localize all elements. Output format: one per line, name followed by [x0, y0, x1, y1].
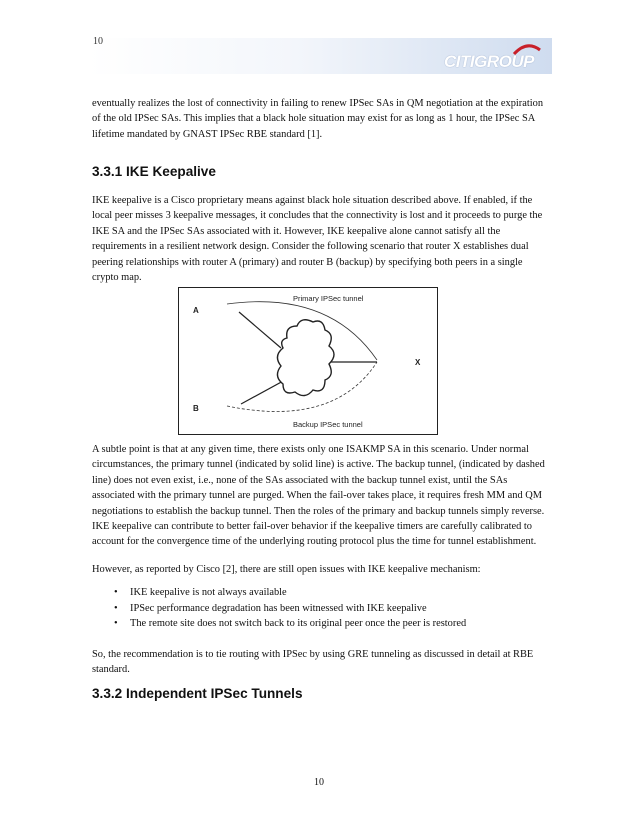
backup-tunnel-label: Backup IPSec tunnel	[293, 420, 363, 429]
heading-independent-ipsec-tunnels: 3.3.2 Independent IPSec Tunnels	[92, 686, 303, 701]
intro-paragraph: eventually realizes the lost of connectivity in failing to renew IPSec SAs in QM negotiation at the expiration of the old IPSec SAs. This implies that a black hole situation may exist for as long as 1 hour, the IPSec SA lifetime mandated by GNAST IPSec RBE standard [1].	[92, 98, 544, 140]
heading-ike-keepalive: 3.3.1 IKE Keepalive	[92, 164, 216, 179]
citigroup-logo: CITIGROUP	[444, 52, 534, 71]
list-item: • The remote site does not switch back to its original peer once the peer is restored	[92, 616, 466, 632]
ike-keepalive-paragraph: IKE keepalive is a Cisco proprietary means against black hole situation described above. If enabled, if the local peer misses 3 keepalive messages, it concludes that the connectivity is lost and it proceeds to purge the IKE SA and the IPSec SAs associated with it. However, IKE keepalive alone cannot satisfy all the requirements in a resilient network design. Consider the following scenario that router X establishes dual peering relationships with router A (primary) and router B (backup) by specifying both peers in a single crypto map.	[92, 195, 543, 284]
link-a-cloud	[239, 312, 281, 348]
subtle-point-paragraph: A subtle point is that at any given time, there exists only one ISAKMP SA in this scenario. Under normal circumstances, the primary tunnel (indicated by solid line) is active. The backup tunnel, (indicated by dashed line) does not even exist, i.e., none of the SAs associated with the backup tunnel exist, until the SAs associated with the primary tunnel are purged. When the fail-over takes place, it requires fresh MM and QM negotiations to establish the backup tunnel. Then the roles of the primary and backup tunnels simply reverse. IKE keepalive can contribute to better fail-over behavior if the keepalive timers are carefully calibrated to account for the convergence time of the underlying routing protocol plus the time for tunnel establishment.	[92, 444, 545, 548]
header-page-number: 10	[93, 36, 103, 47]
link-b-cloud	[241, 380, 285, 404]
list-item: • IPSec performance degradation has been witnessed with IKE keepalive	[92, 601, 466, 617]
diagram-drawing	[179, 288, 439, 436]
node-a-label: A	[193, 306, 199, 315]
open-issues-list	[92, 585, 466, 632]
open-issues-paragraph: However, as reported by Cisco [2], there are still open issues with IKE keepalive mechanism:	[92, 564, 481, 575]
network-cloud-icon	[277, 320, 334, 396]
primary-tunnel-label: Primary IPSec tunnel	[293, 294, 364, 303]
node-x-label: X	[415, 358, 421, 367]
dual-peering-diagram	[178, 287, 438, 435]
list-item: • IKE keepalive is not always available	[92, 585, 466, 601]
node-b-label: B	[193, 404, 199, 413]
footer-page-number: 10	[314, 777, 324, 788]
recommendation-paragraph: So, the recommendation is to tie routing with IPSec by using GRE tunneling as discussed in detail at RBE standard.	[92, 649, 534, 676]
